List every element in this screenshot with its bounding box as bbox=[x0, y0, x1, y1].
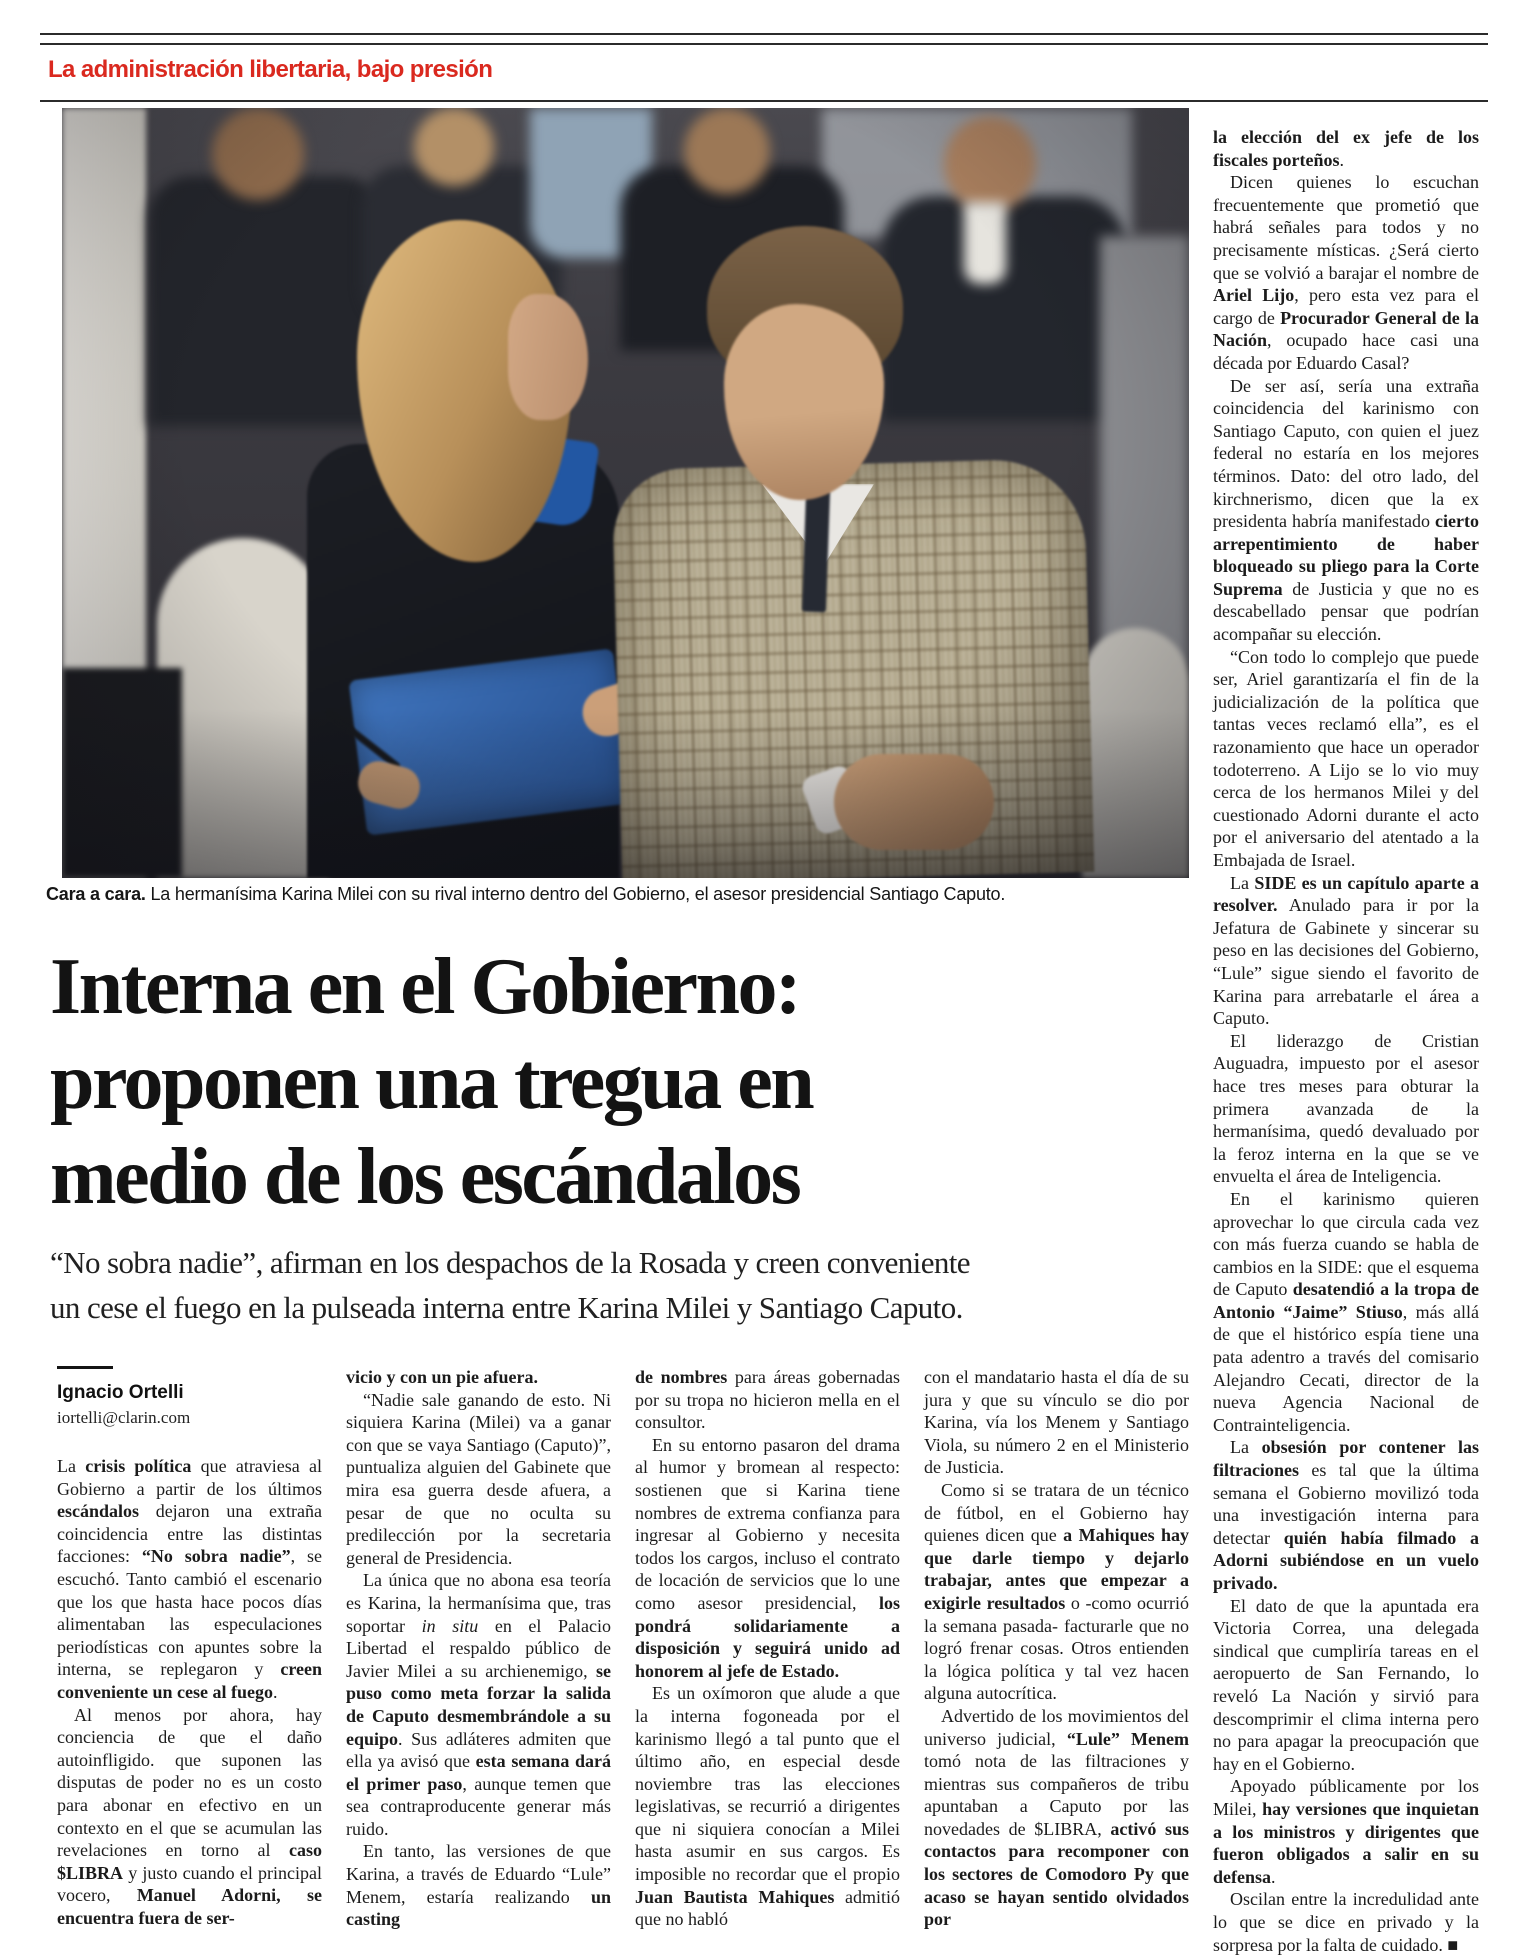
text-segment: La bbox=[57, 1456, 86, 1476]
column-2 bbox=[346, 1366, 611, 1931]
text-segment: para áreas gobernadas por su tropa no hicieron mella en el consultor. bbox=[635, 1367, 900, 1433]
caption-text: La hermanísima Karina Milei con su rival interno dentro del Gobierno, el asesor presidencial Santiago Caputo. bbox=[145, 884, 1006, 904]
paragraph bbox=[1213, 171, 1479, 374]
text-segment: in situ bbox=[421, 1615, 479, 1636]
text-segment: o -como ocurrió la semana pasada- facturarle que no logró frenar cosas. Otros entienden la lógica política y tal vez hacen alguna autocrítica. bbox=[924, 1592, 1189, 1704]
paragraph bbox=[1213, 1775, 1479, 1888]
text-segment: En tanto, las versiones de que Karina, a través de Eduardo “Lule” Menem, estaría realizando bbox=[346, 1841, 611, 1907]
paragraph bbox=[1213, 646, 1479, 872]
top-rule-inner bbox=[40, 43, 1488, 45]
text-segment: desatendió a la tropa de Antonio “Jaime” Stiuso bbox=[1213, 1279, 1479, 1322]
text-segment: La bbox=[1230, 1437, 1262, 1458]
sidebar-text bbox=[1213, 126, 1479, 1956]
headline-line-1: Interna en el Gobierno: bbox=[50, 943, 800, 1031]
column-1-text bbox=[57, 1455, 322, 1929]
text-segment: Ariel Lijo bbox=[1213, 285, 1295, 306]
text-segment: La bbox=[1230, 872, 1255, 893]
paragraph bbox=[1213, 126, 1479, 171]
text-segment: En el karinismo quieren aprovechar lo que circula cada vez con más fuerza cuando se habla de cambios en la SIDE: que el esquema de Caputo bbox=[1213, 1188, 1479, 1300]
text-segment: , ocupado hace casi una década por Eduardo Casal? bbox=[1213, 330, 1479, 373]
column-4 bbox=[924, 1366, 1189, 1931]
text-segment: obsesión por contener las filtraciones bbox=[1213, 1437, 1479, 1481]
headline bbox=[50, 940, 1110, 1225]
paragraph bbox=[346, 1389, 611, 1570]
paragraph bbox=[57, 1704, 322, 1930]
text-segment: , pero esta vez para el cargo de bbox=[1213, 285, 1479, 328]
headline-line-2: proponen una tregua en bbox=[50, 1038, 813, 1126]
text-segment: Advertido de los movimientos del universo judicial, bbox=[924, 1705, 1189, 1749]
text-segment: , aunque temen que sea contraproducente generar más ruido. bbox=[346, 1773, 612, 1839]
text-segment: De ser así, sería una extraña coincidencia del karinismo con Santiago Caputo, con quien el juez federal no estaría en los mejores términos. Dato: del otro lado, del kirchnerismo, dicen que la ex presidenta habría manifestado bbox=[1213, 375, 1479, 532]
text-segment: SIDE es un capítulo aparte a resolver. bbox=[1213, 872, 1480, 916]
text-segment: en el Palacio Libertad el respaldo público de Javier Milei a su archienemigo, bbox=[346, 1615, 611, 1681]
paragraph bbox=[1213, 1595, 1479, 1776]
text-segment: . bbox=[272, 1681, 278, 1702]
byline-rule bbox=[57, 1366, 113, 1369]
paragraph bbox=[1213, 1888, 1479, 1956]
text-segment: Como si se tratara de un técnico de fútbol, en el Gobierno hay quienes dicen que bbox=[924, 1479, 1189, 1546]
text-segment: vicio y con un pie afuera. bbox=[346, 1367, 538, 1387]
text-segment: quién había filmado a Adorni subiéndose en un vuelo privado. bbox=[1213, 1527, 1479, 1593]
text-segment: Dicen quienes lo escuchan frecuentemente que prometió que habrá señales para todos y no precisamente místicas. ¿Será cierto que se volvió a barajar el nombre de bbox=[1213, 172, 1479, 283]
text-segment: dejaron una extraña coincidencia entre las distintas facciones: bbox=[57, 1501, 322, 1567]
photo-vignette bbox=[62, 108, 1189, 878]
text-segment: En su entorno pasaron del drama al humor y bromean al respecto: sostienen que si Karina tiene nombres de extrema confianza para ingresar al Gobierno y necesita todos los cargos, incluso el contrato de locación de servicios que lo une como asesor presidencial, bbox=[635, 1434, 900, 1613]
text-segment: . bbox=[1339, 149, 1344, 170]
paragraph bbox=[1213, 1436, 1479, 1594]
headline-line-3: medio de los escándalos bbox=[50, 1133, 800, 1221]
text-segment: es tal que la última semana el Gobierno movilizó toda una investigación interna para detectar bbox=[1213, 1460, 1479, 1548]
text-segment: El dato de que la apuntada era Victoria Correa, una delegada sindical que cumpliría tareas en el aeropuerto de San Fernando, lo reveló La Nación y sirvió para descomprimir el clima interna pero no para apagar la preocupación que hay en el Gobierno. bbox=[1213, 1595, 1479, 1774]
text-segment: Manuel Adorni, se encuentra fuera de ser- bbox=[57, 1885, 322, 1928]
paragraph bbox=[346, 1840, 611, 1930]
paragraph bbox=[1213, 872, 1479, 1030]
subheadline: “No sobra nadie”, afirman en los despachos de la Rosada y creen conveniente un cese el fuego en la pulseada interna entre Karina Milei y Santiago Caputo. bbox=[50, 1245, 970, 1325]
text-segment: la elección del ex jefe de los fiscales porteños bbox=[1213, 127, 1479, 170]
paragraph bbox=[635, 1366, 900, 1434]
text-segment: “Con todo lo complejo que puede ser, Ariel garantizaría el fin de la judicialización de la política que tantas veces reclamó ella”, es el razonamiento que hace un operador todoterreno. A Lijo se lo vio muy cerca de los hermanos Milei y del cuestionado Adorni durante el acto por el aniversario del atentado a la Embajada de Israel. bbox=[1213, 646, 1479, 870]
text-segment: crisis política bbox=[85, 1456, 192, 1476]
text-segment: los pondrá solidariamente a disposición y seguirá unido ad honorem al jefe de Estado. bbox=[635, 1592, 900, 1681]
text-segment: Apoyado públicamente por los Milei, bbox=[1213, 1776, 1479, 1819]
text-segment: . Sus adláteres admiten que ella ya avisó que bbox=[346, 1728, 611, 1772]
text-segment: Oscilan entre la incredulidad ante lo que se dice en privado y la sorpresa por la falta de cuidado. ■ bbox=[1213, 1889, 1479, 1955]
paragraph bbox=[1213, 375, 1479, 646]
text-segment: , se escuchó. Tanto cambió el escenario que los que hasta hace pocos días alimentaban las especulaciones periodísticas con apuntes sobre la interna, se replegaron y bbox=[57, 1546, 322, 1680]
text-segment: Procurador General de la Nación bbox=[1213, 307, 1479, 351]
paragraph bbox=[1213, 1188, 1479, 1437]
text-segment: tomó nota de las filtraciones y mientras sus compañeros de tribu apuntaban a Caputo por las novedades de $LIBRA, bbox=[924, 1751, 1189, 1839]
photo-caption bbox=[46, 884, 1189, 905]
text-segment: a Mahiques hay que darle tiempo y dejarlo trabajar, antes que empezar a exigirle resultados bbox=[924, 1525, 1190, 1613]
text-segment: El liderazgo de Cristian Auguadra, impuesto por el asesor hace tres meses para obturar la primera avanzada de la hermanísima, quedó devaluado por la feroz interna en la que se ve envuelta el área de Inteligencia. bbox=[1213, 1030, 1479, 1187]
text-segment: y justo cuando el principal vocero, bbox=[57, 1862, 322, 1906]
paragraph bbox=[635, 1434, 900, 1683]
text-segment: creen conveniente un cese al fuego bbox=[57, 1659, 322, 1702]
paragraph bbox=[635, 1682, 900, 1931]
text-segment: caso $LIBRA bbox=[57, 1840, 322, 1883]
text-segment: se puso como meta forzar la salida de Caputo desmembrándole a su equipo bbox=[346, 1660, 611, 1749]
kicker-bottom-rule bbox=[40, 100, 1488, 102]
text-segment: hay versiones que inquietan a los ministros y dirigentes que fueron obligados a salir en su defensa bbox=[1213, 1798, 1480, 1887]
body-columns bbox=[57, 1366, 1189, 1931]
paragraph bbox=[924, 1705, 1189, 1931]
text-segment: La única que no abona esa teoría es Karina, la hermanísima que, tras soportar bbox=[346, 1570, 611, 1636]
text-segment: activó sus contactos para recomponer con los sectores de Comodoro Py que acaso se hayan sentido olvidados por bbox=[924, 1818, 1189, 1930]
paragraph bbox=[346, 1569, 611, 1840]
text-segment: de nombres bbox=[635, 1367, 728, 1387]
text-segment: un casting bbox=[346, 1886, 611, 1930]
paragraph bbox=[1213, 1030, 1479, 1188]
caption-lead: Cara a cara. bbox=[46, 884, 146, 904]
text-segment: . bbox=[1271, 1866, 1276, 1887]
paragraph bbox=[346, 1366, 611, 1389]
top-rule-outer bbox=[40, 33, 1488, 35]
text-segment: admitió que no habló bbox=[635, 1886, 900, 1930]
section-kicker: La administración libertaria, bajo presión bbox=[48, 56, 493, 83]
text-segment: Al menos por ahora, hay conciencia de que el daño autoinfligido. que suponen las disputas de poder no es un costo para abonar en efectivo en un contexto en el que se acumulan las revelaciones en torno al bbox=[57, 1704, 322, 1861]
text-segment: Es un oxímoron que alude a que la interna fogoneada por el karinismo llegó a tal punto que el último año, en especial desde noviembre tras las elecciones legislativas, se recurrió a dirigentes que ni siquiera conocían a Milei hasta asumir en sus cargos. Es imposible no recordar que el propio bbox=[635, 1683, 900, 1885]
column-2-text bbox=[346, 1366, 611, 1931]
column-1 bbox=[57, 1366, 322, 1931]
paragraph bbox=[924, 1366, 1189, 1479]
paragraph bbox=[57, 1455, 322, 1704]
byline bbox=[57, 1366, 322, 1428]
text-segment: “No sobra nadie” bbox=[141, 1546, 291, 1567]
column-3 bbox=[635, 1366, 900, 1931]
text-segment: cierto arrepentimiento de haber bloqueado su pliego para la Corte Suprema bbox=[1213, 511, 1479, 599]
text-segment: esta semana dará el primer paso bbox=[346, 1751, 611, 1794]
text-segment: , más allá de que el histórico espía tiene una pata adentro a través del comisario Alejandro Cecati, director de la nueva Agencia Nacional de Contrainteligencia. bbox=[1213, 1301, 1479, 1435]
text-segment: “Lule” Menem bbox=[1066, 1728, 1189, 1749]
text-segment: Juan Bautista Mahiques bbox=[635, 1886, 835, 1907]
text-segment: de Justicia y que no es descabellado pensar que podrían acompañar su elección. bbox=[1213, 578, 1479, 645]
text-segment: con el mandatario hasta el día de su jura y que su vínculo se dio por Karina, vía los Menem y Santiago Viola, su número 2 en el Ministerio de Justicia. bbox=[924, 1367, 1189, 1478]
paragraph bbox=[924, 1479, 1189, 1705]
text-segment: Anulado para ir por la Jefatura de Gabinete y sincerar su peso en las decisiones del Gobierno, “Lule” sigue siendo el favorito de Karina para arrebatarle el área a Caputo. bbox=[1213, 895, 1479, 1029]
text-segment: “Nadie sale ganando de esto. Ni siquiera Karina (Milei) va a ganar con que se vaya Santiago (Caputo)”, puntualiza alguien del Gabinete que mira esa guerra desde afuera, a pesar de que no oculta su predilección por la secretaria general de Presidencia. bbox=[346, 1389, 611, 1568]
sidebar-column bbox=[1213, 126, 1479, 1956]
column-3-text bbox=[635, 1366, 900, 1931]
article-photo bbox=[62, 108, 1189, 878]
column-4-text bbox=[924, 1366, 1189, 1931]
byline-email: iortelli@clarin.com bbox=[57, 1408, 191, 1427]
text-segment: escándalos bbox=[57, 1501, 140, 1522]
byline-author: Ignacio Ortelli bbox=[57, 1382, 184, 1403]
text-segment: que atraviesa al Gobierno a partir de los últimos bbox=[57, 1456, 322, 1499]
